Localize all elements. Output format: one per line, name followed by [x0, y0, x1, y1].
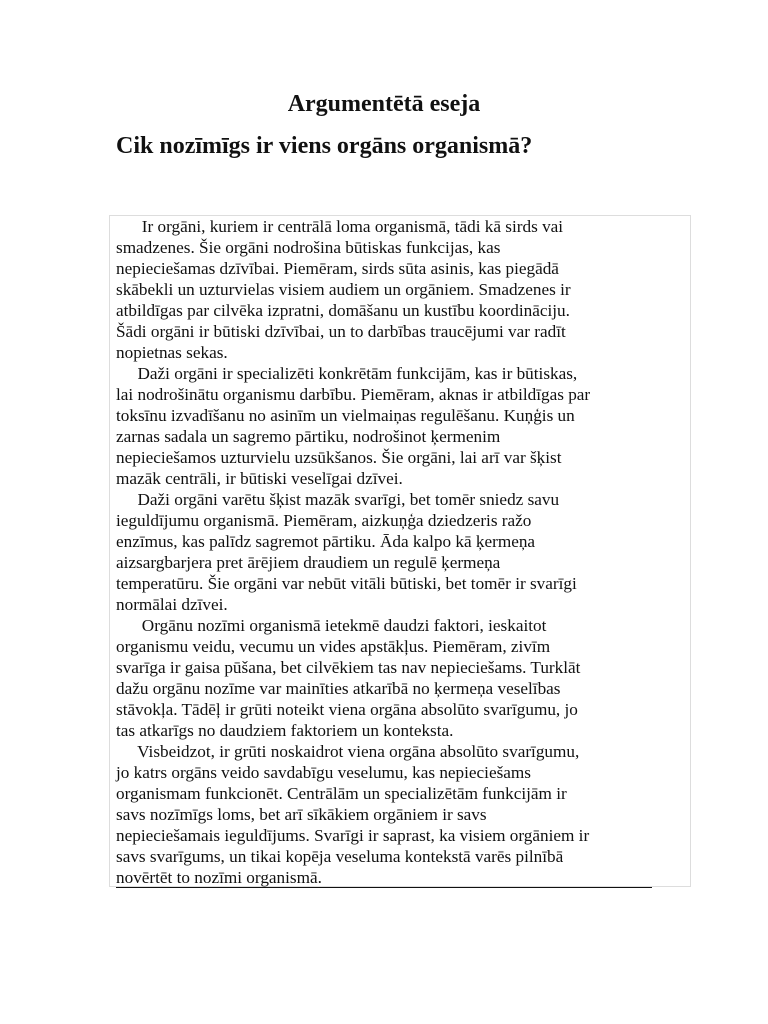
essay-body: [116, 216, 656, 888]
text-underline-rule: [116, 887, 652, 888]
paragraph-5: Visbeidzot, ir grūti noskaidrot viena orgāna absolūto svarīgumu, jo katrs orgāns veido savdabīgu veselumu, kas nepieciešams organismam funkcionēt. Centrālām un specializētām funkcijām ir savs nozīmīgs loms, bet arī sīkākiem orgāniem ir savs nepieciešamais ieguldījums. Svarīgi ir saprast, ka visiem orgāniem ir savs svarīgums, un tikai kopēja veseluma kontekstā varēs pilnībā novērtēt to nozīmi organismā.: [116, 742, 590, 887]
paragraph-2: Daži orgāni ir specializēti konkrētām funkcijām, kas ir būtiskas, lai nodrošinātu organismu darbību. Piemēram, aknas ir atbildīgas par toksīnu izvadīšanu no asinīm un vielmaiņas regulēšanu. Kuņģis un zarnas sadala un sagremo pārtiku, nodrošinot ķermenim nepieciešamos uzturvielu uzsūkšanos. Šie orgāni, lai arī var šķist mazāk centrāli, ir būtiski veselīgai dzīvei.: [116, 364, 591, 488]
document-subtitle: Cik nozīmīgs ir viens orgāns organismā?: [116, 133, 533, 159]
paragraph-4: Orgānu nozīmi organismā ietekmē daudzi faktori, ieskaitot organismu veidu, vecumu un vides apstākļus. Piemēram, zivīm svarīga ir gaisa pūšana, bet cilvēkiem tas nav nepieciešams. Turklāt dažu orgānu nozīme var mainīties atkarībā no ķermeņa veselības stāvokļa. Tādēļ ir grūti noteikt viena orgāna absolūto svarīgumu, jo tas atkarīgs no daudziem faktoriem un konteksta.: [116, 616, 581, 740]
paragraph-3: Daži orgāni varētu šķist mazāk svarīgi, bet tomēr sniedz savu ieguldījumu organismā. Piemēram, aizkuņģa dziedzeris ražo enzīmus, kas palīdz sagremot pārtiku. Āda kalpo kā ķermeņa aizsargbarjera pret ārējiem draudiem un regulē ķermeņa temperatūru. Šie orgāni var nebūt vitāli būtiski, bet tomēr ir svarīgi normālai dzīvei.: [116, 490, 577, 614]
document-title: Argumentētā eseja: [287, 91, 481, 117]
paragraph-1: Ir orgāni, kuriem ir centrālā loma organismā, tādi kā sirds vai smadzenes. Šie orgāni nodrošina būtiskas funkcijas, kas nepieciešamas dzīvībai. Piemēram, sirds sūta asinis, kas piegādā skābekli un uzturvielas visiem audiem un orgāniem. Smadzenes ir atbildīgas par cilvēka izpratni, domāšanu un kustību koordināciju. Šādi orgāni ir būtiski dzīvībai, un to darbības traucējumi var radīt nopietnas sekas.: [116, 217, 571, 362]
